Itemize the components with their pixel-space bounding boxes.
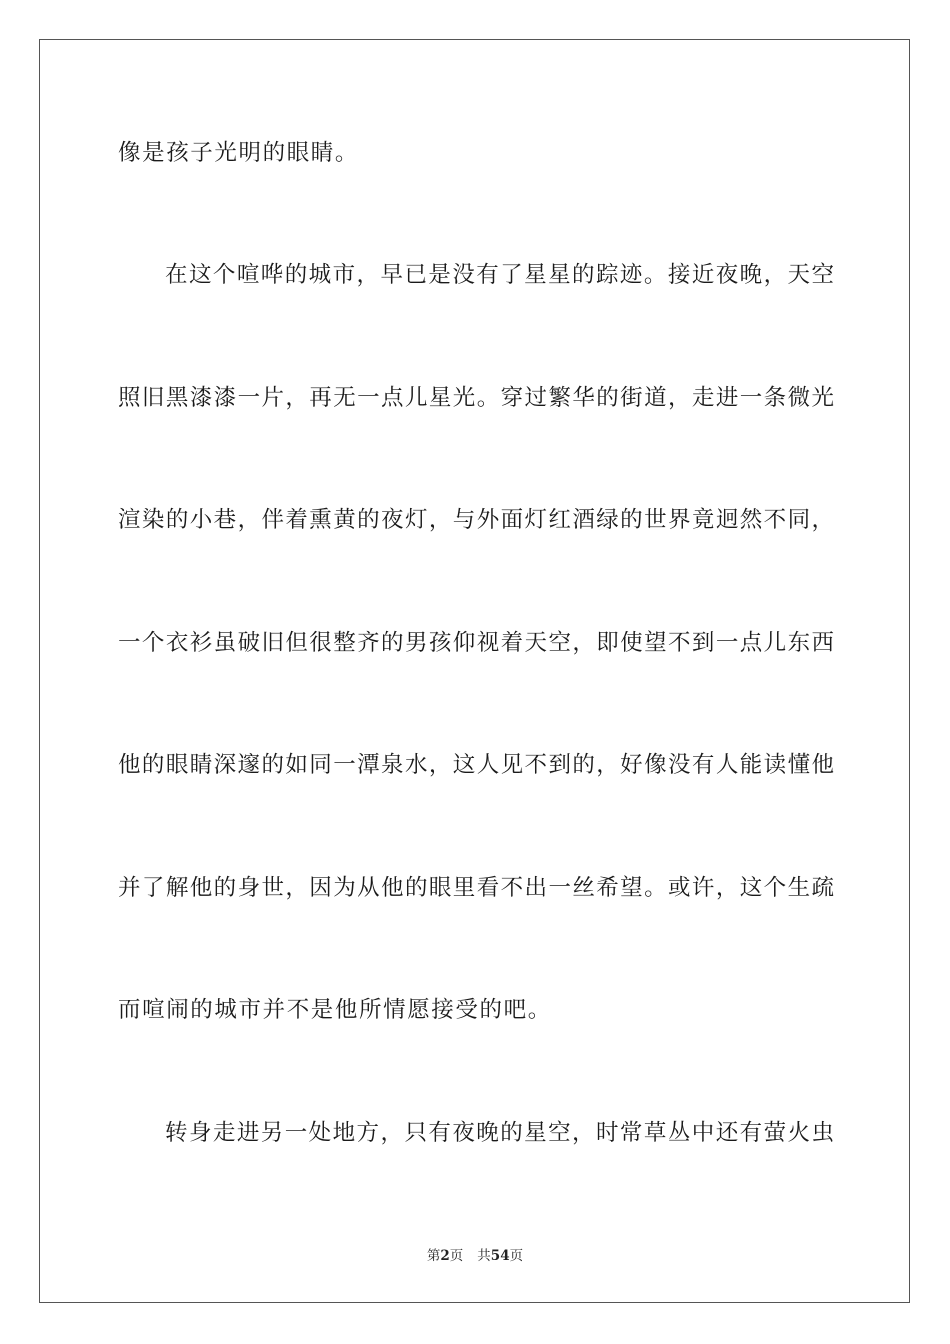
page-total: 共54页: [477, 1248, 524, 1264]
text-line: 一个衣衫虽破旧但很整齐的男孩仰视着天空，即使望不到一点儿东西: [118, 630, 834, 656]
text-line: 像是孩子光明的眼睛。: [118, 140, 360, 166]
page-footer: [0, 1247, 950, 1265]
paragraph-first-line: 转身走进另一处地方，只有夜晚的星空，时常草丛中还有萤火虫: [165, 1120, 834, 1146]
text-line: 渲染的小巷，伴着熏黄的夜灯，与外面灯红酒绿的世界竟迥然不同，: [118, 507, 834, 533]
text-line: 而喧闹的城市并不是他所情愿接受的吧。: [118, 997, 552, 1023]
page-number: 第2页: [426, 1248, 464, 1264]
text-line: 并了解他的身世，因为从他的眼里看不出一丝希望。或许，这个生疏: [118, 875, 834, 901]
page-border: [39, 39, 910, 1303]
paragraph-first-line: 在这个喧哗的城市，早已是没有了星星的踪迹。接近夜晚，天空: [165, 262, 834, 288]
text-line: 他的眼睛深邃的如同一潭泉水，这人见不到的，好像没有人能读懂他: [118, 752, 834, 778]
text-line: 照旧黑漆漆一片，再无一点儿星光。穿过繁华的街道，走进一条微光: [118, 385, 834, 411]
